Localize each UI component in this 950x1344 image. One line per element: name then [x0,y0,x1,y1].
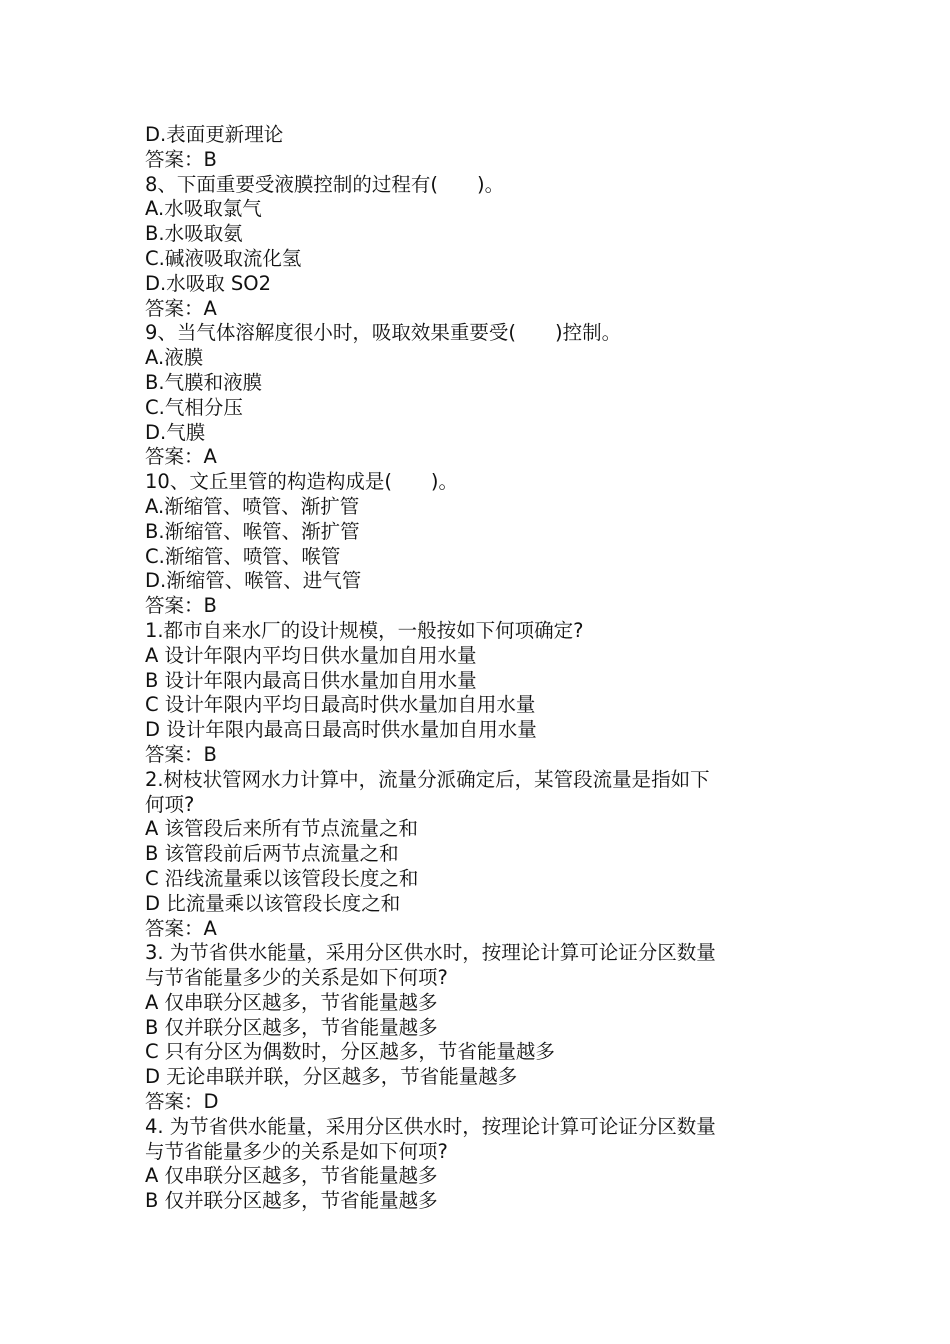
option-line: B 设计年限内最高日供水量加自用水量 [145,668,477,692]
question-line: 8、下面重要受液膜控制的过程有( )。 [145,172,505,196]
option-line: B 仅并联分区越多，节省能量越多 [145,1189,438,1213]
question-line: 10、文丘里管的构造构成是( )。 [145,470,459,494]
option-line: C 沿线流量乘以该管段长度之和 [145,866,419,890]
answer-line: 答案：A [145,296,217,320]
option-line: A 仅串联分区越多，节省能量越多 [145,1164,438,1188]
option-line: C.气相分压 [145,395,243,419]
option-line: C 设计年限内平均日最高时供水量加自用水量 [145,693,536,717]
question-line: 1.都市自来水厂的设计规模，一般按如下何项确定? [145,618,584,642]
option-line: D.水吸取 SO2 [145,271,272,295]
option-line: A 仅串联分区越多，节省能量越多 [145,990,438,1014]
option-line: C.碱液吸取流化氢 [145,246,302,270]
answer-line: 答案：D [145,1090,219,1114]
option-line: B.水吸取氨 [145,222,243,246]
option-line: B.渐缩管、喉管、渐扩管 [145,519,360,543]
option-line: B 仅并联分区越多，节省能量越多 [145,1015,438,1039]
option-line: D.渐缩管、喉管、进气管 [145,569,362,593]
option-line: B.气膜和液膜 [145,370,263,394]
question-line-continued: 与节省能量多少的关系是如下何项? [145,1139,448,1163]
answer-line: 答案：B [145,594,217,618]
option-line: D 设计年限内最高日最高时供水量加自用水量 [145,718,537,742]
option-line: A.渐缩管、喷管、渐扩管 [145,494,360,518]
question-line: 3. 为节省供水能量，采用分区供水时，按理论计算可论证分区数量 [145,941,716,965]
option-line: B 该管段前后两节点流量之和 [145,842,399,866]
question-line: 9、当气体溶解度很小时，吸取效果重要受( )控制。 [145,321,622,345]
option-line: D 无论串联并联，分区越多，节省能量越多 [145,1065,518,1089]
question-line-continued: 何项? [145,792,195,816]
option-line: C 只有分区为偶数时，分区越多，节省能量越多 [145,1040,555,1064]
option-line: A.液膜 [145,346,204,370]
option-line: A 该管段后来所有节点流量之和 [145,817,419,841]
answer-line: 答案：B [145,742,217,766]
question-line: 2.树枝状管网水力计算中，流量分派确定后，某管段流量是指如下 [145,767,710,791]
option-line: C.渐缩管、喷管、喉管 [145,544,341,568]
answer-line: 答案：A [145,445,217,469]
answer-line: 答案：B [145,147,217,171]
option-line: D.表面更新理论 [145,123,284,146]
document-body [145,123,810,1214]
question-line: 4. 为节省供水能量，采用分区供水时，按理论计算可论证分区数量 [145,1114,716,1138]
question-line-continued: 与节省能量多少的关系是如下何项? [145,966,448,990]
option-line: A 设计年限内平均日供水量加自用水量 [145,643,477,667]
option-line: D 比流量乘以该管段长度之和 [145,891,401,915]
answer-line: 答案：A [145,916,217,940]
option-line: A.水吸取氯气 [145,197,262,221]
option-line: D.气膜 [145,420,206,444]
